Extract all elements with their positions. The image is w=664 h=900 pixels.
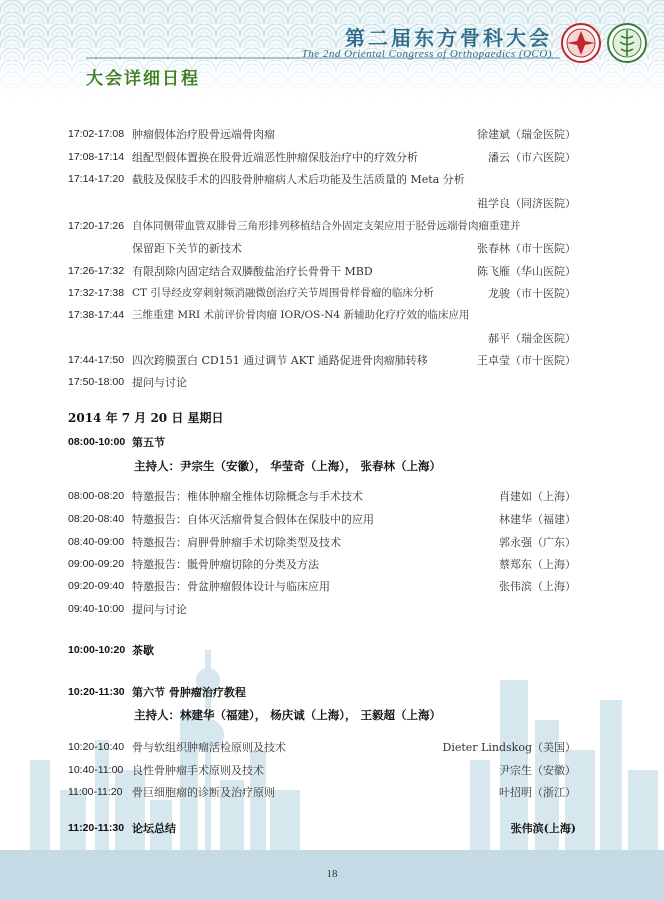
time-slot: 17:50-18:00 (68, 376, 125, 388)
talk-topic: 保留距下关节的新技术 (132, 242, 242, 255)
time-slot: 11:00-11:20 (68, 786, 123, 798)
talk-speaker: 张伟滨(上海) (510, 822, 576, 835)
talk-speaker: 郭永强（广东） (499, 536, 576, 549)
talk-speaker: 龙骏（市十医院） (488, 287, 576, 300)
talk-speaker: 王卓莹（市十医院） (477, 354, 576, 367)
talk-speaker: 祖学良（同济医院） (477, 197, 576, 210)
talk-topic: 自体同侧带血管双腓骨三角形排列移植结合外固定支架应用于胫骨远端骨肉瘤重建并 (132, 220, 521, 232)
time-slot: 08:20-08:40 (68, 513, 125, 525)
talk-speaker: 张春林（市十医院） (477, 242, 576, 255)
schedule-row (68, 197, 576, 214)
schedule-row (68, 513, 576, 530)
schedule-row (68, 332, 576, 349)
time-slot: 17:38-17:44 (68, 309, 125, 321)
schedule-row (68, 220, 576, 237)
time-slot: 09:20-09:40 (68, 580, 125, 592)
talk-speaker: 陈飞雁（华山医院） (477, 265, 576, 278)
time-slot: 11:20-11:30 (68, 822, 125, 834)
talk-topic: 骨巨细胞瘤的诊断及治疗原则 (132, 786, 275, 799)
talk-topic: 骨与软组织肿瘤活检原则及技术 (132, 741, 286, 754)
time-slot: 09:40-10:00 (68, 603, 125, 615)
talk-topic: 有限刮除内固定结合双膦酸盐治疗长骨骨干 MBD (132, 265, 373, 278)
session-hosts: 主持人：林建华（福建）， 杨庆诚（上海）， 王毅超（上海） (134, 708, 442, 722)
talk-topic: 四次跨膜蛋白 CD151 通过调节 AKT 通路促进骨肉瘤肺转移 (132, 354, 428, 367)
talk-speaker: 肖建如（上海） (499, 490, 576, 503)
schedule-row (68, 580, 576, 597)
time-slot: 10:20-11:30 (68, 686, 125, 698)
schedule-row (68, 741, 576, 758)
time-slot: 09:00-09:20 (68, 558, 125, 570)
schedule-row (68, 490, 576, 507)
time-slot: 17:20-17:26 (68, 220, 125, 232)
schedule-row (68, 242, 576, 259)
schedule-row (68, 151, 576, 168)
session-heading (68, 436, 576, 453)
talk-speaker: 徐建斌（瑞金医院） (477, 128, 576, 141)
day-date-heading: 2014 年 7 月 20 日 星期日 (68, 411, 224, 425)
session-title: 第五节 (132, 436, 165, 449)
schedule-row (68, 376, 576, 393)
schedule-row (68, 265, 576, 282)
talk-speaker: 郝平（瑞金医院） (488, 332, 576, 345)
talk-speaker: 林建华（福建） (499, 513, 576, 526)
session-hosts: 主持人：尹宗生（安徽）， 华莹奇（上海）， 张春林（上海） (134, 459, 442, 473)
talk-speaker: 蔡郑东（上海） (499, 558, 576, 571)
talk-topic: 特邀报告：椎体肿瘤全椎体切除概念与手术技术 (132, 490, 363, 503)
closing-row (68, 822, 576, 839)
break-row (68, 644, 576, 661)
schedule-row (68, 536, 576, 553)
session-heading (68, 686, 576, 703)
time-slot: 10:00-10:20 (68, 644, 126, 656)
talk-speaker: Dieter Lindskog（美国） (442, 741, 576, 754)
talk-topic: 特邀报告：自体灭活瘤骨复合假体在保肢中的应用 (132, 513, 374, 526)
schedule-row (68, 287, 576, 304)
talk-topic: 提问与讨论 (132, 376, 187, 389)
talk-speaker: 潘云（市六医院） (488, 151, 576, 164)
time-slot: 08:00-10:00 (68, 436, 126, 448)
page-number: 18 (326, 868, 338, 880)
time-slot: 17:14-17:20 (68, 173, 125, 185)
talk-topic: 组配型假体置换在股骨近端恶性肿瘤保肢治疗中的疗效分析 (132, 151, 418, 164)
talk-topic: 良性骨肿瘤手术原则及技术 (132, 764, 264, 777)
time-slot: 10:40-11:00 (68, 764, 124, 776)
schedule-row (68, 354, 576, 371)
conference-subtitle: The 2nd Oriental Congress of Orthopaedics (OCO) (301, 48, 552, 60)
schedule-row (68, 764, 576, 781)
section-title: 大会详细日程 (86, 69, 200, 89)
conference-title: 第二届东方骨科大会 (345, 26, 552, 50)
talk-topic: 三维重建 MRI 术前评价骨肉瘤 IOR/OS-N4 新辅助化疗疗效的临床应用 (132, 309, 470, 321)
talk-topic: 特邀报告：骨盆肿瘤假体设计与临床应用 (132, 580, 330, 593)
schedule-row (68, 558, 576, 575)
time-slot: 17:44-17:50 (68, 354, 125, 366)
talk-speaker: 叶招明（浙江） (499, 786, 576, 799)
schedule-row (68, 786, 576, 803)
schedule-row (68, 128, 576, 145)
schedule-row (68, 173, 576, 190)
time-slot: 10:20-10:40 (68, 741, 125, 753)
time-slot: 08:00-08:20 (68, 490, 125, 502)
talk-topic: 截肢及保肢手术的四肢骨肿瘤病人术后功能及生活质量的 Meta 分析 (132, 173, 465, 186)
time-slot: 17:26-17:32 (68, 265, 125, 277)
schedule-row (68, 309, 576, 326)
talk-speaker: 尹宗生（安徽） (499, 764, 576, 777)
time-slot: 17:08-17:14 (68, 151, 125, 163)
talk-speaker: 张伟滨（上海） (499, 580, 576, 593)
time-slot: 17:32-17:38 (68, 287, 125, 299)
session-title: 第六节 骨肿瘤治疗教程 (132, 686, 246, 699)
schedule-row (68, 603, 576, 620)
time-slot: 17:02-17:08 (68, 128, 125, 140)
break-title: 茶歇 (132, 644, 154, 657)
talk-topic: CT 引导经皮穿刺射频消融微创治疗关节周围骨样骨瘤的临床分析 (132, 287, 434, 299)
talk-topic: 论坛总结 (132, 822, 176, 835)
talk-topic: 提问与讨论 (132, 603, 187, 616)
talk-topic: 特邀报告：骶骨肿瘤切除的分类及方法 (132, 558, 319, 571)
time-slot: 08:40-09:00 (68, 536, 125, 548)
talk-topic: 特邀报告：肩胛骨肿瘤手术切除类型及技术 (132, 536, 341, 549)
talk-topic: 肿瘤假体治疗股骨远端骨肉瘤 (132, 128, 275, 141)
